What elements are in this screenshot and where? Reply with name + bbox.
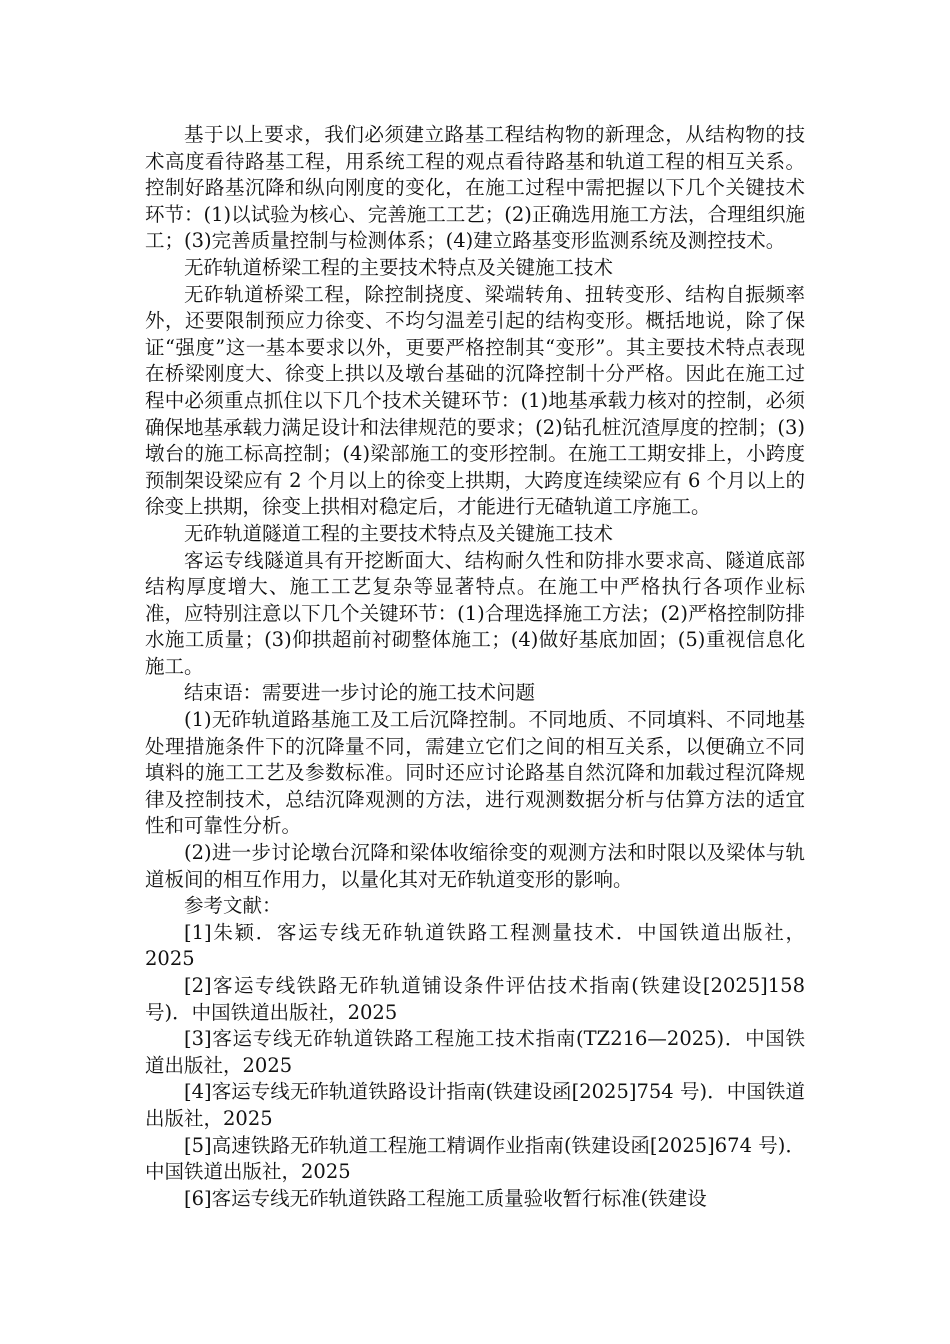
body-paragraph: 无砟轨道桥梁工程，除控制挠度、梁端转角、扭转变形、结构自振频率外，还要限制预应力徐变、不均匀温差引起的结构变形。概括地说，除了保证“强度”这一基本要求以外，更要严格控制其“变形”。其主要技术特点表现在桥梁刚度大、徐变上拱以及墩台基础的沉降控制十分严格。因此在施工过程中必须重点抓住以下几个技术关键环节：(1)地基承载力核对的控制，必须确保地基承载力满足设计和法律规范的要求；(2)钻孔桩沉渣厚度的控制；(3)墩台的施工标高控制；(4)梁部施工的变形控制。在施工工期安排上，小跨度预制架设梁应有 2 个月以上的徐变上拱期，大跨度连续梁应有 6 个月以上的徐变上拱期，徐变上拱相对稳定后，才能进行无碴轨道工序施工。 [145, 282, 805, 519]
reference-item: [6]客运专线无砟轨道铁路工程施工质量验收暂行标准(铁建设 [184, 1186, 707, 1210]
section-heading: 结束语：需要进一步讨论的施工技术问题 [184, 681, 536, 705]
reference-item: [5]高速铁路无砟轨道工程施工精调作业指南(铁建设函[2025]674 号)．中国铁道出版社，2025 [145, 1133, 805, 1184]
reference-item: [4]客运专线无砟轨道铁路设计指南(铁建设函[2025]754 号)．中国铁道出版社，2025 [145, 1080, 805, 1130]
reference-item: [2]客运专线铁路无砟轨道铺设条件评估技术指南(铁建设[2025]158 号)．中国铁道出版社，2025 [145, 974, 805, 1024]
body-paragraph: (2)进一步讨论墩台沉降和梁体收缩徐变的观测方法和时限以及梁体与轨道板间的相互作用力，以量化其对无砟轨道变形的影响。 [145, 841, 805, 891]
body-paragraph: (1)无砟轨道路基施工及工后沉降控制。不同地质、不同填料、不同地基处理措施条件下的沉降量不同，需建立它们之间的相互关系，以便确立不同填料的施工工艺及参数标准。同时还应讨论路基自然沉降和加载过程沉降规律及控制技术，总结沉降观测的方法，进行观测数据分析与估算方法的适宜性和可靠性分析。 [145, 708, 805, 838]
section-heading: 无砟轨道隧道工程的主要技术特点及关键施工技术 [184, 521, 614, 545]
body-paragraph: 基于以上要求，我们必须建立路基工程结构物的新理念，从结构物的技术高度看待路基工程，用系统工程的观点看待路基和轨道工程的相互关系。控制好路基沉降和纵向刚度的变化，在施工过程中需把握以下几个关键技术环节：(1)以试验为核心、完善施工工艺；(2)正确选用施工方法，合理组织施工；(3)完善质量控制与检测体系；(4)建立路基变形监测系统及测控技术。 [145, 123, 805, 253]
reference-item: [1]朱颖．客运专线无砟轨道铁路工程测量技术．中国铁道出版社，2025 [145, 920, 805, 971]
section-heading: 无砟轨道桥梁工程的主要技术特点及关键施工技术 [184, 255, 614, 279]
document-body [145, 122, 805, 1212]
body-paragraph: 客运专线隧道具有开挖断面大、结构耐久性和防排水要求高、隧道底部结构厚度增大、施工工艺复杂等显著特点。在施工中严格执行各项作业标准，应特别注意以下几个关键环节：(1)合理选择施工方法；(2)严格控制防排水施工质量；(3)仰拱超前衬砌整体施工；(4)做好基底加固；(5)重视信息化施工。 [145, 548, 805, 678]
reference-item: [3]客运专线无砟轨道铁路工程施工技术指南(TZ216—2025)．中国铁道出版社，2025 [145, 1027, 805, 1077]
references-heading: 参考文献： [184, 894, 282, 918]
